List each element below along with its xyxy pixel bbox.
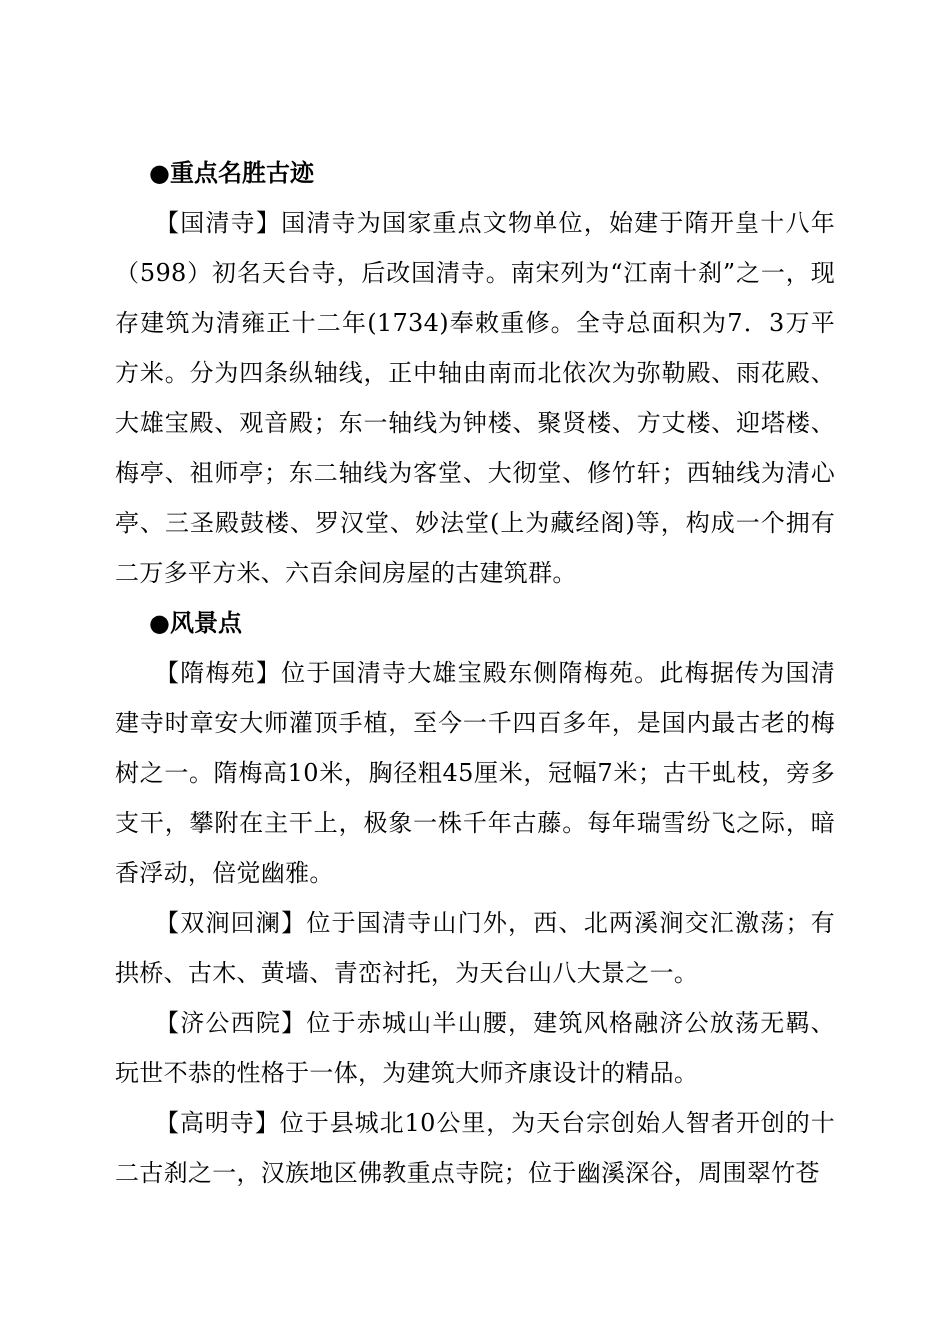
paragraph-title: 【国清寺】 [155, 209, 282, 237]
document-body [115, 148, 835, 1198]
paragraph-text: 位于赤城山半山腰，建筑风格融济公放荡无羁、玩世不恭的性格于一体，为建筑大师齐康设计的精品。 [115, 1009, 835, 1087]
section-heading-key-sites: ●重点名胜古迹 [149, 159, 314, 187]
paragraph-sui-plum-garden [115, 648, 835, 898]
paragraph-text: 位于县城北10公里，为天台宗创始人智者开创的十二古刹之一，汉族地区佛教重点寺院；位于幽溪深谷，周围翠竹苍 [115, 1109, 835, 1187]
paragraph-title: 【双涧回澜】 [155, 909, 307, 937]
paragraph-gaoming-temple [115, 1098, 835, 1198]
paragraph-title: 【济公西院】 [155, 1009, 307, 1037]
paragraph-guoqing-temple [115, 198, 835, 598]
paragraph-jigong-west-court [115, 998, 835, 1098]
paragraph-text: 国清寺为国家重点文物单位，始建于隋开皇十八年（598）初名天台寺，后改国清寺。南宋列为“江南十刹”之一，现存建筑为清雍正十二年(1734)奉敕重修。全寺总面积为7．3万平方米。分为四条纵轴线，正中轴由南而北依次为弥勒殿、雨花殿、大雄宝殿、观音殿；东一轴线为钟楼、聚贤楼、方丈楼、迎塔楼、梅亭、祖师亭；东二轴线为客堂、大彻堂、修竹轩；西轴线为清心亭、三圣殿鼓楼、罗汉堂、妙法堂(上为藏经阁)等，构成一个拥有二万多平方米、六百余间房屋的古建筑群。 [115, 209, 836, 587]
section-heading-scenic-spots: ●风景点 [149, 609, 242, 637]
paragraph-text: 位于国清寺大雄宝殿东侧隋梅苑。此梅据传为国清建寺时章安大师灌顶手植，至今一千四百多年，是国内最古老的梅树之一。隋梅高10米，胸径粗45厘米，冠幅7米；古干虬枝，旁多支干，攀附在主干上，极象一株千年古藤。每年瑞雪纷飞之际，暗香浮动，倍觉幽雅。 [115, 659, 836, 887]
paragraph-twin-streams [115, 898, 835, 998]
paragraph-title: 【隋梅苑】 [155, 659, 282, 687]
paragraph-title: 【高明寺】 [155, 1109, 280, 1137]
paragraph-text: 位于国清寺山门外，西、北两溪涧交汇激荡；有拱桥、古木、黄墙、青峦衬托，为天台山八大景之一。 [115, 909, 835, 987]
